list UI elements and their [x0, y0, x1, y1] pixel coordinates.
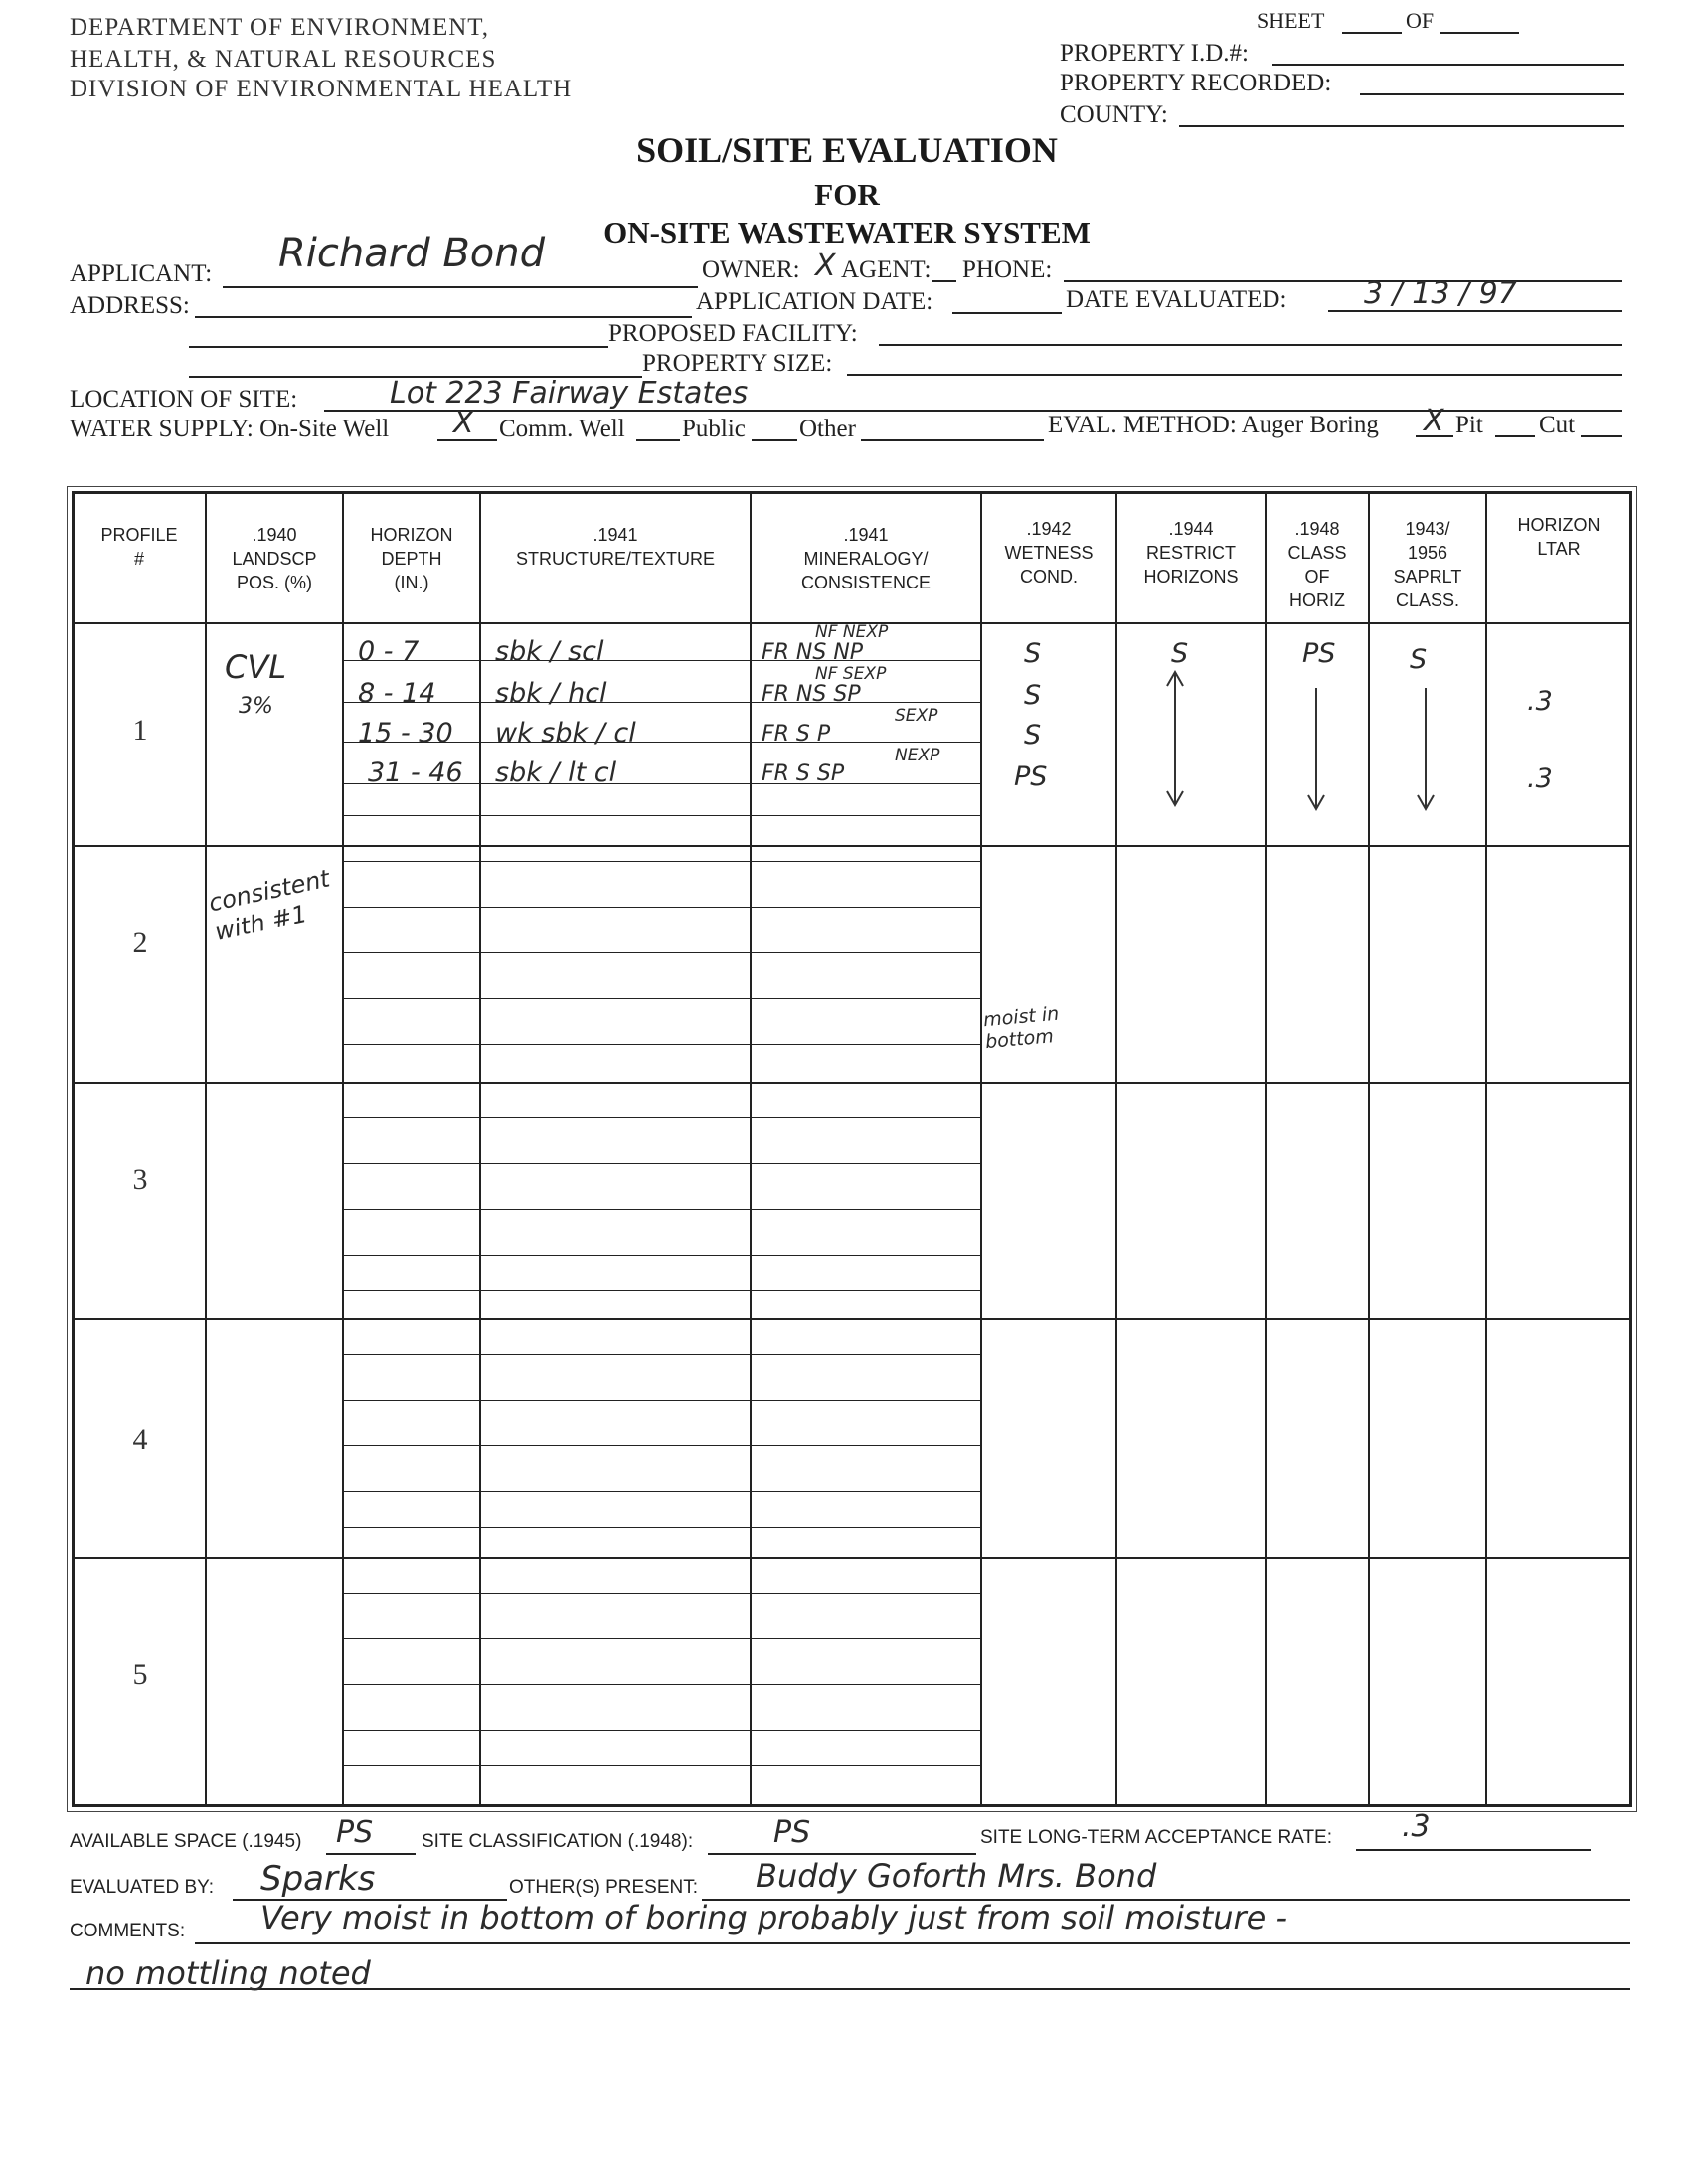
col-header-ltar: HORIZON LTAR: [1517, 515, 1601, 559]
pit-label: Pit: [1455, 412, 1483, 438]
date-evaluated-label: DATE EVALUATED:: [1066, 286, 1287, 313]
ltar-label: SITE LONG-TERM ACCEPTANCE RATE:: [980, 1827, 1333, 1848]
p2-wetness-note: moist in bottom: [982, 1002, 1061, 1054]
profile-number: 2: [132, 926, 148, 959]
applicant-value: Richard Bond: [278, 231, 545, 276]
p1-mineral: FR S SP: [762, 761, 845, 786]
dept-line-1: DEPARTMENT OF ENVIRONMENT,: [70, 14, 489, 41]
p1-wetness: S: [1024, 680, 1042, 711]
dept-line-2: HEALTH, & NATURAL RESOURCES: [70, 46, 497, 73]
col-header-landscape: .1940 LANDSCP POS. (%): [232, 525, 317, 592]
p1-depth: 15 - 30: [358, 718, 453, 749]
profile-number: 4: [132, 1424, 148, 1456]
public-label: Public: [682, 416, 746, 442]
owner-check: X: [815, 249, 836, 283]
date-evaluated-value: 3 / 13 / 97: [1364, 276, 1517, 311]
evaluated-by-label: EVALUATED BY:: [70, 1877, 215, 1898]
county-label: COUNTY:: [1060, 101, 1168, 128]
property-size-label: PROPERTY SIZE:: [642, 350, 833, 377]
class-arrow-icon: [1292, 684, 1342, 817]
p1-landscape-pct: 3%: [239, 694, 273, 719]
p1-mineral-top: NF NEXP: [815, 622, 889, 642]
ltar-value: .3: [1402, 1809, 1431, 1844]
location-value: Lot 223 Fairway Estates: [390, 376, 749, 411]
evaluated-by-value: Sparks: [260, 1859, 376, 1899]
p1-mineral: FR NS SP: [762, 682, 861, 707]
p1-mineral-top: NF SEXP: [815, 664, 887, 684]
other-label: Other: [799, 416, 856, 442]
site-class-value: PS: [773, 1815, 811, 1850]
p1-depth: 8 - 14: [358, 678, 436, 709]
saprolite-arrow-icon: [1400, 684, 1449, 817]
comments-label: COMMENTS:: [70, 1921, 186, 1941]
agent-label: AGENT:: [841, 256, 932, 283]
application-date-label: APPLICATION DATE:: [696, 288, 933, 315]
applicant-label: APPLICANT:: [70, 260, 213, 287]
water-onsite-check: X: [453, 406, 474, 440]
property-id-label: PROPERTY I.D.#:: [1060, 40, 1249, 67]
sheet-label: SHEET: [1257, 8, 1325, 33]
property-recorded-label: PROPERTY RECORDED:: [1060, 70, 1332, 96]
others-present-value: Buddy Goforth Mrs. Bond: [756, 1857, 1157, 1895]
p1-restrict: S: [1171, 638, 1189, 669]
col-header-saprolite: 1943/ 1956 SAPRLT CLASS.: [1393, 519, 1462, 610]
restrict-arrow-icon: [1153, 664, 1203, 813]
p1-wetness: PS: [1014, 761, 1048, 792]
profile-number: 1: [132, 714, 148, 747]
p1-class-horiz: PS: [1302, 638, 1336, 669]
site-class-label: SITE CLASSIFICATION (.1948):: [422, 1831, 694, 1852]
p1-wetness: S: [1024, 638, 1042, 669]
available-space-value: PS: [336, 1815, 374, 1850]
col-header-restrict: .1944 RESTRICT HORIZONS: [1143, 519, 1239, 587]
p1-depth: 31 - 46: [368, 757, 463, 788]
p2-landscape-note: consistent with #1: [206, 864, 333, 946]
p1-wetness: S: [1024, 720, 1042, 751]
p1-ltar: .3: [1527, 763, 1553, 794]
p1-landscape: CVL: [225, 648, 287, 686]
form-title: SOIL/SITE EVALUATION: [636, 130, 1058, 170]
p1-structure: wk sbk / cl: [495, 718, 636, 749]
comments-line-1: Very moist in bottom of boring probably just from soil moisture -: [260, 1899, 1288, 1936]
col-header-wetness: .1942 WETNESS COND.: [1004, 519, 1094, 587]
cut-label: Cut: [1539, 412, 1576, 438]
col-header-class: .1948 CLASS OF HORIZ: [1287, 519, 1347, 610]
p1-depth: 0 - 7: [358, 636, 420, 667]
p1-structure: sbk / lt cl: [495, 757, 617, 788]
col-header-structure: .1941 STRUCTURE/TEXTURE: [515, 525, 715, 569]
col-header-depth: HORIZON DEPTH (IN.): [370, 525, 453, 592]
address-label: ADDRESS:: [70, 292, 190, 319]
of-label: OF: [1406, 8, 1435, 33]
water-supply-label: WATER SUPPLY: On-Site Well: [70, 416, 390, 442]
col-header-profile: PROFILE #: [100, 525, 178, 569]
p1-mineral-top: NEXP: [895, 746, 940, 765]
p1-saprolite: S: [1410, 644, 1428, 675]
proposed-facility-label: PROPOSED FACILITY:: [608, 320, 858, 347]
profile-number: 3: [132, 1163, 148, 1196]
available-space-label: AVAILABLE SPACE (.1945): [70, 1831, 302, 1852]
owner-label: OWNER:: [702, 256, 800, 283]
p1-mineral-top: SEXP: [895, 706, 938, 726]
dept-line-3: DIVISION OF ENVIRONMENTAL HEALTH: [70, 76, 573, 102]
profile-number: 5: [132, 1658, 148, 1691]
p1-mineral: FR S P: [762, 722, 831, 747]
others-present-label: OTHER(S) PRESENT:: [509, 1877, 699, 1898]
location-label: LOCATION OF SITE:: [70, 386, 298, 413]
p1-ltar: .3: [1527, 686, 1553, 717]
p1-structure: sbk / scl: [495, 636, 604, 667]
auger-boring-check: X: [1424, 404, 1444, 438]
comments-line-2: no mottling noted: [85, 1954, 371, 1992]
p1-mineral: FR NS NP: [762, 640, 864, 665]
comm-well-label: Comm. Well: [499, 416, 625, 442]
p1-structure: sbk / hcl: [495, 678, 607, 709]
form-subtitle: ON-SITE WASTEWATER SYSTEM: [603, 215, 1091, 250]
col-header-mineralogy: .1941 MINERALOGY/ CONSISTENCE: [800, 525, 932, 592]
phone-label: PHONE:: [962, 256, 1053, 283]
eval-method-label: EVAL. METHOD: Auger Boring: [1048, 412, 1379, 438]
form-title-for: FOR: [814, 177, 880, 212]
